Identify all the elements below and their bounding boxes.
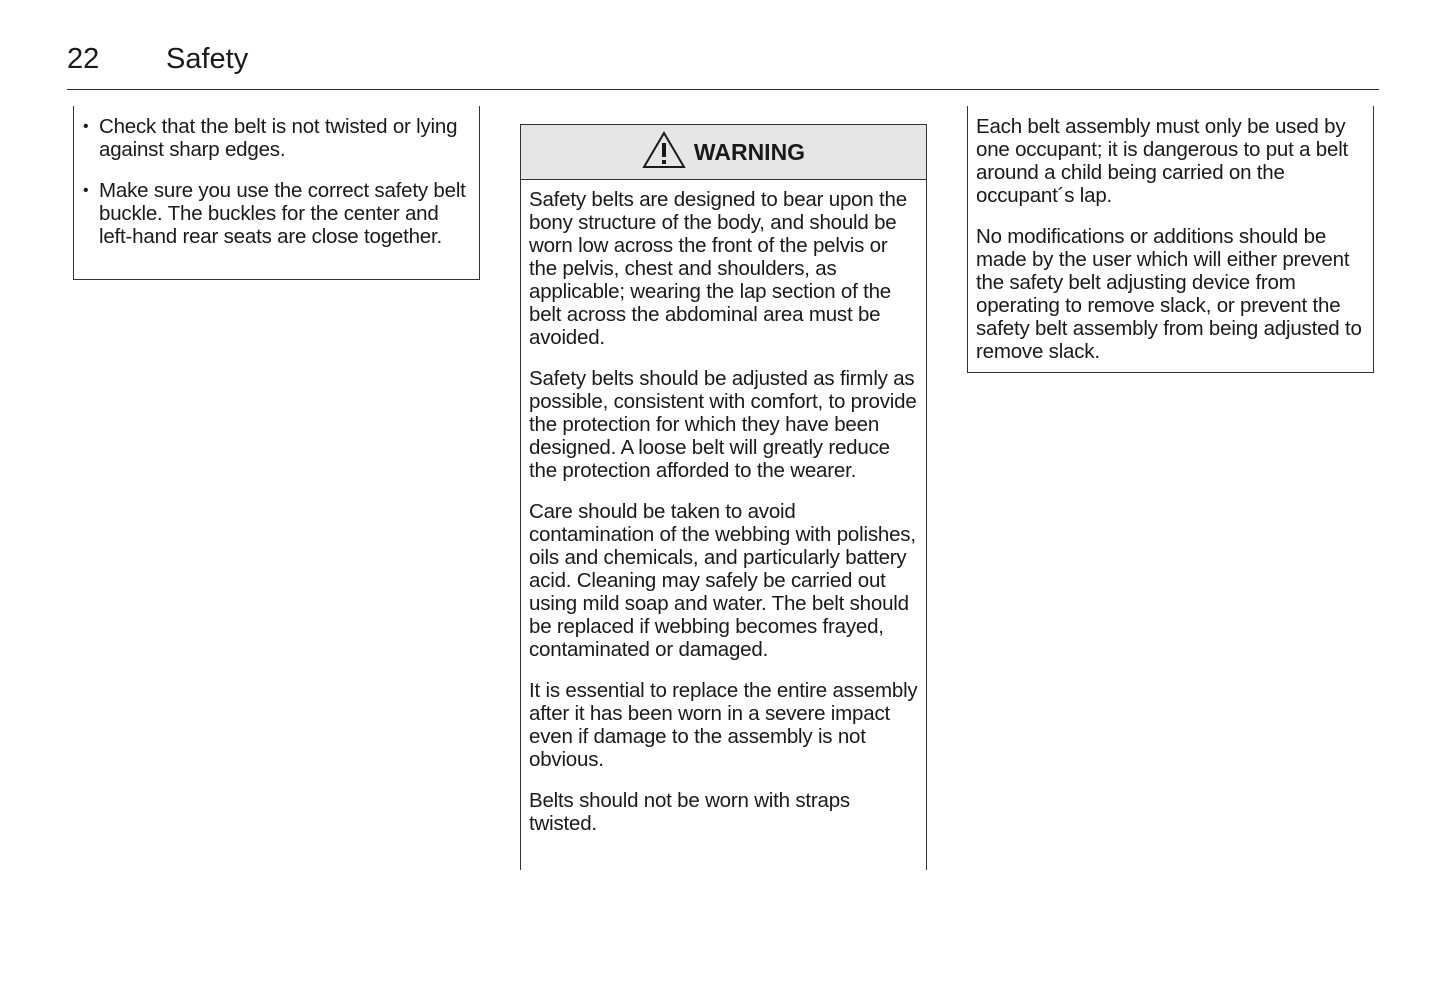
body-paragraph: No modifications or additions should be made by the user which will either prevent the safety belt adjusting device from operating to remove slack, or prevent the safety belt assembly from being adjusted to remove slack.	[976, 225, 1362, 363]
warning-paragraph: Belts should not be worn with straps twisted.	[529, 789, 850, 835]
warning-box	[520, 124, 927, 870]
page-number: 22	[67, 43, 100, 75]
body-paragraph: Each belt assembly must only be used by one occupant; it is dangerous to put a belt around a child being carried on the occupant´s lap.	[976, 115, 1349, 207]
warning-paragraph: Safety belts should be adjusted as firmly as possible, consistent with comfort, to provide the protection for which they have been designed. A loose belt will greatly reduce the protection afforded to the wearer.	[529, 367, 917, 482]
bullet-item: • Check that the belt is not twisted or lying against sharp edges.	[82, 115, 471, 161]
bullet-list-box	[73, 106, 480, 280]
bullet-list	[82, 115, 471, 248]
page-header	[67, 40, 1379, 90]
bullet-item: • Make sure you use the correct safety belt buckle. The buckles for the center and left-hand rear seats are close together.	[82, 179, 471, 248]
warning-paragraph: It is essential to replace the entire assembly after it has been worn in a severe impact even if damage to the assembly is not obvious.	[529, 679, 918, 771]
warning-body	[521, 180, 926, 835]
warning-triangle-icon	[642, 131, 686, 174]
warning-paragraph: Safety belts are designed to bear upon the bony structure of the body, and should be worn low across the front of the pelvis or the pelvis, chest and shoulders, as applicable; wearing the lap section of the belt across the abdominal area must be avoided.	[529, 188, 907, 349]
warning-paragraph: Care should be taken to avoid contamination of the webbing with polishes, oils and chemicals, and particularly battery acid. Cleaning may safely be carried out using mild soap and water. The belt should be replaced if webbing becomes frayed, contaminated or damaged.	[529, 500, 916, 661]
continued-warning-box	[967, 106, 1374, 373]
warning-label: WARNING	[693, 138, 806, 165]
warning-header	[521, 125, 926, 180]
section-title: Safety	[166, 43, 249, 75]
